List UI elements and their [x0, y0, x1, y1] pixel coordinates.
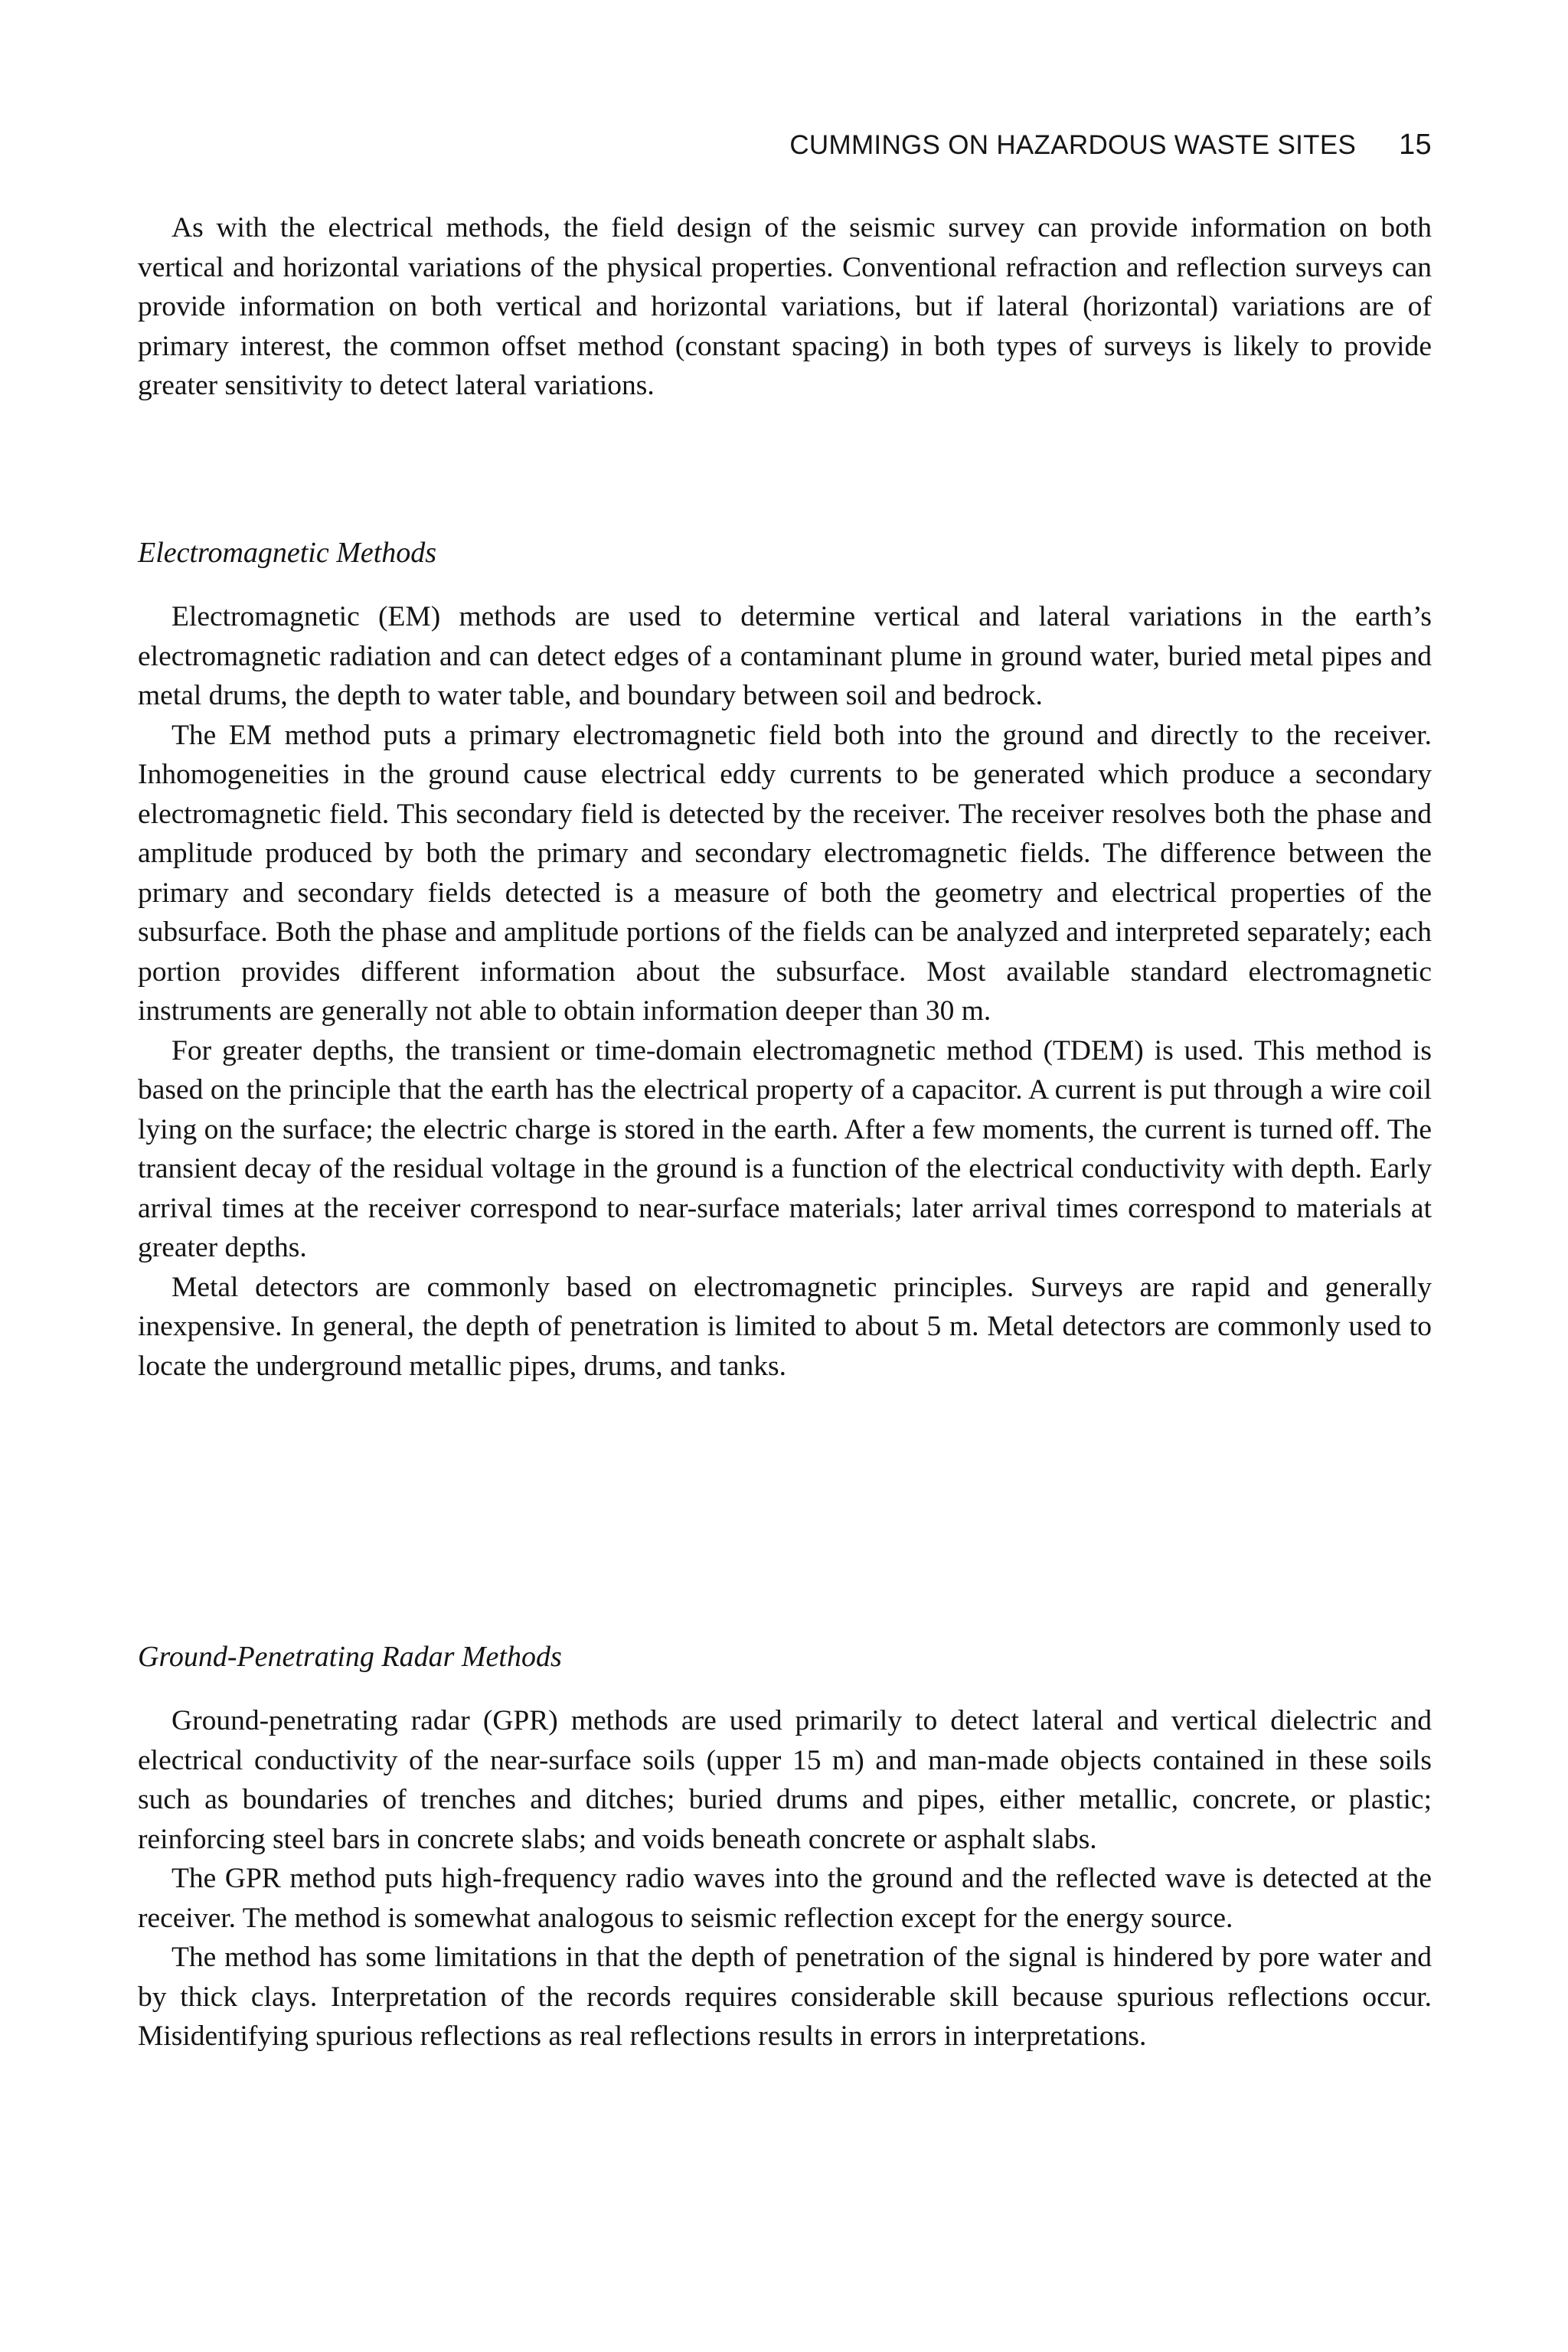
paragraph: Electromagnetic (EM) methods are used to determine vertical and lateral variations in the earth’s electromagnetic radiation and can detect edges of a contaminant plume in ground water, buried metal pipes and metal drums, the depth to water table, and boundary between soil and bedrock.: [138, 601, 1432, 711]
section-heading-electromagnetic: Electromagnetic Methods: [138, 537, 437, 569]
paragraph: As with the electrical methods, the field design of the seismic survey can provide information on both vertical and horizontal variations of the physical properties. Conventional refraction and reflection surveys can provide information on both vertical and horizontal variations, but if lateral (horizontal) variations are of primary interest, the common offset method (constant spacing) in both types of surveys is likely to provide greater sensitivity to detect lateral variations.: [138, 212, 1432, 401]
paragraph: The EM method puts a primary electromagnetic field both into the ground and directly to the receiver. Inhomogeneities in the ground cause electrical eddy currents to be generated which produce a secondary electromagnetic field. This secondary field is detected by the receiver. The receiver resolves both the phase and amplitude produced by both the primary and secondary electromagnetic fields. The difference between the primary and secondary fields detected is a measure of both the geometry and electrical properties of the subsurface. Both the phase and amplitude portions of the fields can be analyzed and interpreted separately; each portion provides different information about the subsurface. Most available standard electromagnetic instruments are generally not able to obtain information deeper than 30 m.: [138, 719, 1432, 1027]
electromagnetic-section: [138, 597, 1432, 1386]
paragraph: Ground-penetrating radar (GPR) methods are used primarily to detect lateral and vertical dielectric and electrical conductivity of the near-surface soils (upper 15 m) and man-made objects contained in these soils such as boundaries of trenches and ditches; buried drums and pipes, either metallic, concrete, or plastic; reinforcing steel bars in concrete slabs; and voids beneath concrete or asphalt slabs.: [138, 1705, 1432, 1855]
paragraph: The GPR method puts high-frequency radio waves into the ground and the reflected wave is detected at the receiver. The method is somewhat analogous to seismic reflection except for the energy source.: [138, 1863, 1432, 1934]
section-heading-ground-penetrating-radar: Ground-Penetrating Radar Methods: [138, 1641, 562, 1673]
intro-section: [138, 208, 1432, 406]
paragraph: The method has some limitations in that the depth of penetration of the signal is hindered by pore water and by thick clays. Interpretation of the records requires considerable skill because spurious reflections occur. Misidentifying spurious reflections as real reflections results in errors in interpretations.: [138, 1942, 1432, 2052]
running-title: CUMMINGS ON HAZARDOUS WASTE SITES: [789, 130, 1357, 160]
paragraph: For greater depths, the transient or time-domain electromagnetic method (TDEM) is used. This method is based on the principle that the earth has the electrical property of a capacitor. A current is put through a wire coil lying on the surface; the electric charge is stored in the earth. After a few moments, the current is turned off. The transient decay of the residual voltage in the ground is a function of the electrical conductivity with depth. Early arrival times at the receiver correspond to near-surface materials; later arrival times correspond to materials at greater depths.: [138, 1034, 1432, 1263]
paragraph: Metal detectors are commonly based on electromagnetic principles. Surveys are rapid and generally inexpensive. In general, the depth of penetration is limited to about 5 m. Metal detectors are commonly used to locate the underground metallic pipes, drums, and tanks.: [138, 1271, 1432, 1382]
running-header: [138, 129, 1432, 162]
page-number: 15: [1399, 129, 1432, 161]
ground-penetrating-radar-section: [138, 1701, 1432, 2056]
